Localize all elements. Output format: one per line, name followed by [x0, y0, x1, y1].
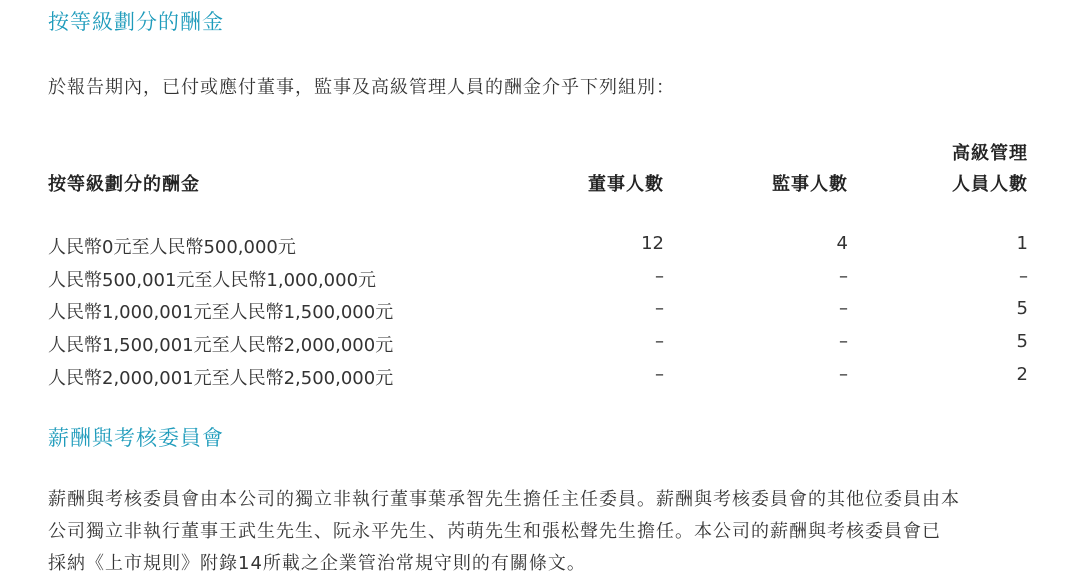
senior-count: 5 — [1016, 298, 1028, 319]
intro-paragraph: 於報告期內，已付或應付董事，監事及高級管理人員的酬金介乎下列組別： — [48, 77, 675, 98]
directors-count: – — [655, 331, 664, 352]
band-label: 人民幣500,001元至人民幣1,000,000元 — [48, 270, 377, 291]
band-label: 人民幣1,500,001元至人民幣2,000,000元 — [48, 335, 394, 356]
senior-count: 1 — [1016, 233, 1028, 254]
header-supervisors: 監事人數 — [772, 174, 848, 195]
header-senior-line1: 高級管理 — [952, 143, 1028, 164]
committee-paragraph-line: 採納《上市規則》附錄14所載之企業管治常規守則的有關條文。 — [48, 553, 586, 574]
band-label: 人民幣1,000,001元至人民幣1,500,000元 — [48, 302, 394, 323]
directors-count: – — [655, 266, 664, 287]
section-title-remuneration-bands: 按等級劃分的酬金 — [48, 10, 224, 34]
table-row — [0, 364, 1080, 396]
band-label: 人民幣0元至人民幣500,000元 — [48, 237, 296, 258]
directors-count: – — [655, 298, 664, 319]
header-senior-line2: 人員人數 — [952, 174, 1028, 195]
header-band: 按等級劃分的酬金 — [48, 174, 200, 195]
supervisors-count: – — [839, 364, 848, 385]
table-row — [0, 233, 1080, 265]
table-row — [0, 298, 1080, 330]
directors-count: – — [655, 364, 664, 385]
table-row — [0, 266, 1080, 298]
committee-paragraph — [48, 484, 1048, 580]
committee-paragraph-line: 薪酬與考核委員會由本公司的獨立非執行董事葉承智先生擔任主任委員。薪酬與考核委員會的其他位委員由本 — [48, 489, 960, 510]
senior-count: – — [1019, 266, 1028, 287]
supervisors-count: 4 — [836, 233, 848, 254]
senior-count: 5 — [1016, 331, 1028, 352]
band-label: 人民幣2,000,001元至人民幣2,500,000元 — [48, 368, 394, 389]
header-directors: 董事人數 — [588, 174, 664, 195]
section-title-remuneration-committee: 薪酬與考核委員會 — [48, 426, 224, 450]
senior-count: 2 — [1016, 364, 1028, 385]
supervisors-count: – — [839, 331, 848, 352]
supervisors-count: – — [839, 298, 848, 319]
directors-count: 12 — [641, 233, 664, 254]
table-row — [0, 331, 1080, 363]
supervisors-count: – — [839, 266, 848, 287]
committee-paragraph-line: 公司獨立非執行董事王武生先生、阮永平先生、芮萌先生和張松聲先生擔任。本公司的薪酬與考核委員會已 — [48, 521, 941, 542]
